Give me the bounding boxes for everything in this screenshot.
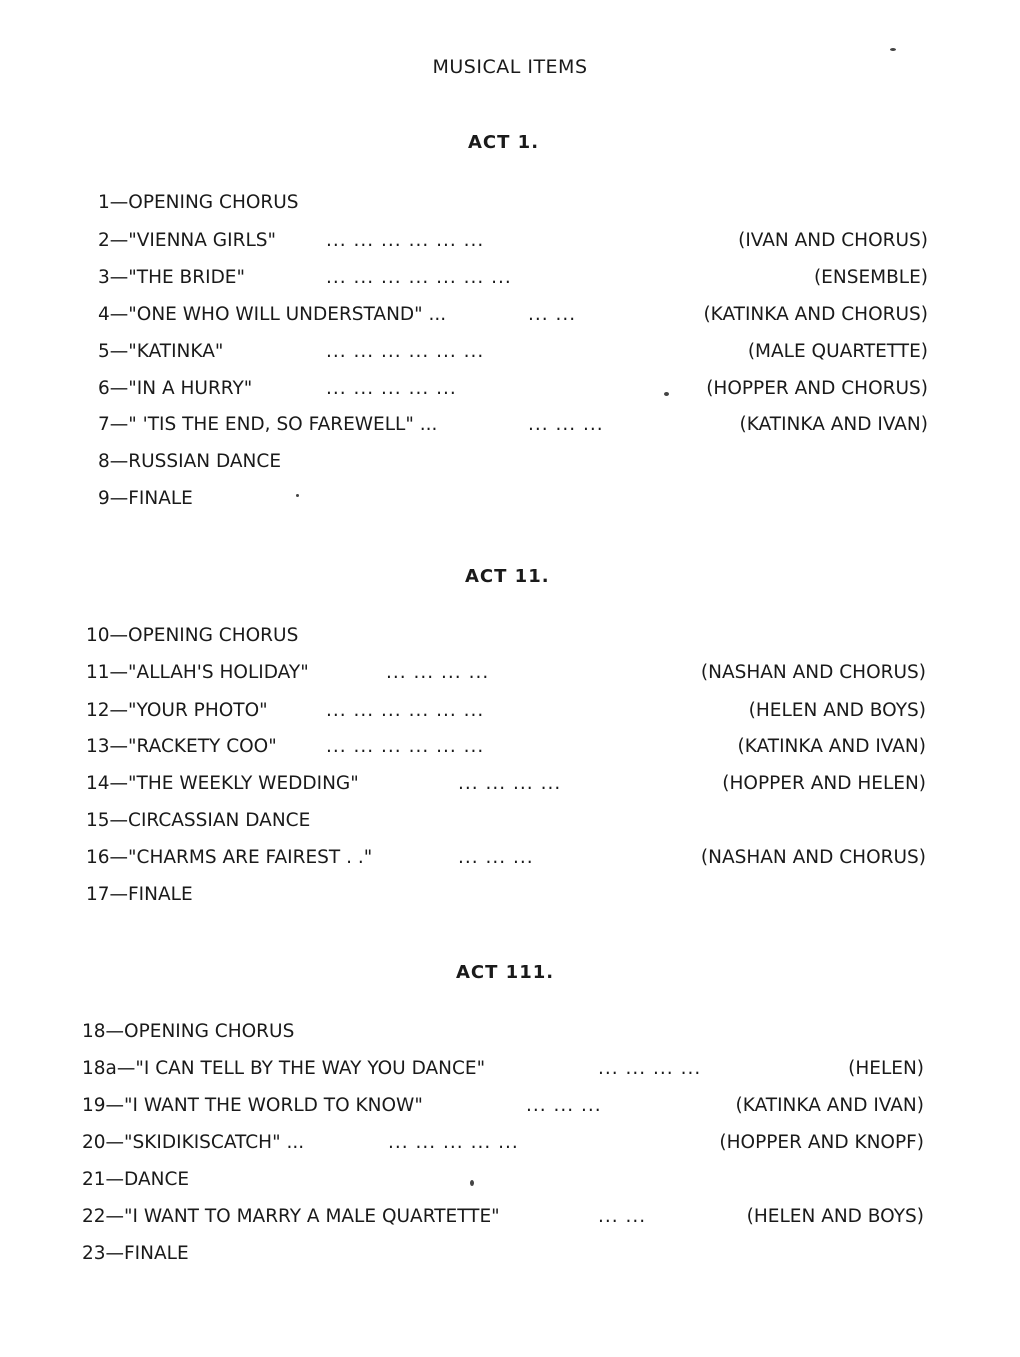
list-item <box>98 263 928 293</box>
item-title: 16—"CHARMS ARE FAIREST . ." <box>86 847 373 868</box>
item-performers: (HELEN AND BOYS) <box>748 700 926 721</box>
item-performers: (NASHAN AND CHORUS) <box>700 847 926 868</box>
scan-speck <box>664 392 669 396</box>
item-performers: (HOPPER AND KNOPF) <box>719 1132 924 1153</box>
item-title: 13—"RACKETY COO" <box>86 736 277 757</box>
act-1-heading: ACT 1. <box>468 132 540 153</box>
item-title: 17—FINALE <box>86 884 193 905</box>
item-title: 3—"THE BRIDE" <box>98 267 246 288</box>
list-item <box>86 696 926 726</box>
item-performers: (HELEN AND BOYS) <box>746 1206 924 1227</box>
list-item <box>98 410 928 440</box>
item-title: 18a—"I CAN TELL BY THE WAY YOU DANCE" <box>82 1058 486 1079</box>
item-title: 12—"YOUR PHOTO" <box>86 700 268 721</box>
item-title: 14—"THE WEEKLY WEDDING" <box>86 773 359 794</box>
item-title: 22—"I WANT TO MARRY A MALE QUARTETTE" <box>82 1206 500 1227</box>
item-title: 2—"VIENNA GIRLS" <box>98 230 276 251</box>
leader-dots: ... ... ... ... ... ... <box>326 736 485 757</box>
item-performers: (KATINKA AND CHORUS) <box>703 304 928 325</box>
leader-dots: ... ... ... ... ... ... ... <box>326 267 512 288</box>
item-title: 7—" 'TIS THE END, SO FAREWELL" ... <box>98 414 438 435</box>
item-title: 23—FINALE <box>82 1243 189 1264</box>
item-title: 20—"SKIDIKISCATCH" ... <box>82 1132 305 1153</box>
leader-dots: ... ... ... ... <box>386 662 490 683</box>
list-item <box>82 1091 924 1121</box>
list-item <box>98 484 928 514</box>
item-performers: (HOPPER AND CHORUS) <box>706 378 928 399</box>
item-title: 1—OPENING CHORUS <box>98 192 299 213</box>
list-item <box>82 1202 924 1232</box>
list-item <box>98 337 928 367</box>
list-item <box>86 621 926 651</box>
list-item <box>82 1017 924 1047</box>
act-3-heading: ACT 111. <box>456 962 555 983</box>
leader-dots: ... ... ... ... <box>458 773 562 794</box>
list-item <box>86 843 926 873</box>
page-title: MUSICAL ITEMS <box>432 56 588 78</box>
leader-dots: ... ... ... <box>528 414 604 435</box>
leader-dots: ... ... ... <box>458 847 534 868</box>
item-performers: (ENSEMBLE) <box>813 267 928 288</box>
list-item <box>86 658 926 688</box>
scan-speck <box>296 494 299 497</box>
list-item <box>86 732 926 762</box>
list-item <box>82 1128 924 1158</box>
leader-dots: ... ... ... ... ... ... <box>326 341 485 362</box>
list-item <box>98 188 928 218</box>
item-title: 21—DANCE <box>82 1169 190 1190</box>
list-item <box>98 447 928 477</box>
leader-dots: ... ... ... ... ... <box>326 378 457 399</box>
item-title: 8—RUSSIAN DANCE <box>98 451 282 472</box>
item-performers: (NASHAN AND CHORUS) <box>700 662 926 683</box>
act-2-heading: ACT 11. <box>465 566 550 587</box>
item-performers: (KATINKA AND IVAN) <box>739 414 928 435</box>
leader-dots: ... ... ... ... <box>598 1058 702 1079</box>
list-item <box>82 1165 924 1195</box>
item-performers: (IVAN AND CHORUS) <box>738 230 928 251</box>
leader-dots: ... ... <box>598 1206 647 1227</box>
item-title: 15—CIRCASSIAN DANCE <box>86 810 311 831</box>
item-title: 9—FINALE <box>98 488 193 509</box>
item-performers: (KATINKA AND IVAN) <box>737 736 926 757</box>
item-title: 6—"IN A HURRY" <box>98 378 253 399</box>
leader-dots: ... ... ... ... ... <box>388 1132 519 1153</box>
item-performers: (KATINKA AND IVAN) <box>735 1095 924 1116</box>
item-title: 5—"KATINKA" <box>98 341 224 362</box>
item-performers: (HELEN) <box>848 1058 924 1079</box>
item-title: 19—"I WANT THE WORLD TO KNOW" <box>82 1095 423 1116</box>
leader-dots: ... ... ... <box>526 1095 602 1116</box>
leader-dots: ... ... ... ... ... ... <box>326 700 485 721</box>
item-performers: (HOPPER AND HELEN) <box>722 773 926 794</box>
item-title: 10—OPENING CHORUS <box>86 625 299 646</box>
list-item <box>82 1054 924 1084</box>
scan-speck <box>470 1180 474 1186</box>
item-performers: (MALE QUARTETTE) <box>747 341 928 362</box>
item-title: 4—"ONE WHO WILL UNDERSTAND" ... <box>98 304 447 325</box>
leader-dots: ... ... ... ... ... ... <box>326 230 485 251</box>
list-item <box>82 1239 924 1269</box>
list-item <box>98 226 928 256</box>
list-item <box>86 880 926 910</box>
leader-dots: ... ... <box>528 304 577 325</box>
list-item <box>98 374 928 404</box>
item-title: 11—"ALLAH'S HOLIDAY" <box>86 662 309 683</box>
list-item <box>98 300 928 330</box>
scan-speck <box>890 48 896 51</box>
item-title: 18—OPENING CHORUS <box>82 1021 295 1042</box>
list-item <box>86 806 926 836</box>
list-item <box>86 769 926 799</box>
